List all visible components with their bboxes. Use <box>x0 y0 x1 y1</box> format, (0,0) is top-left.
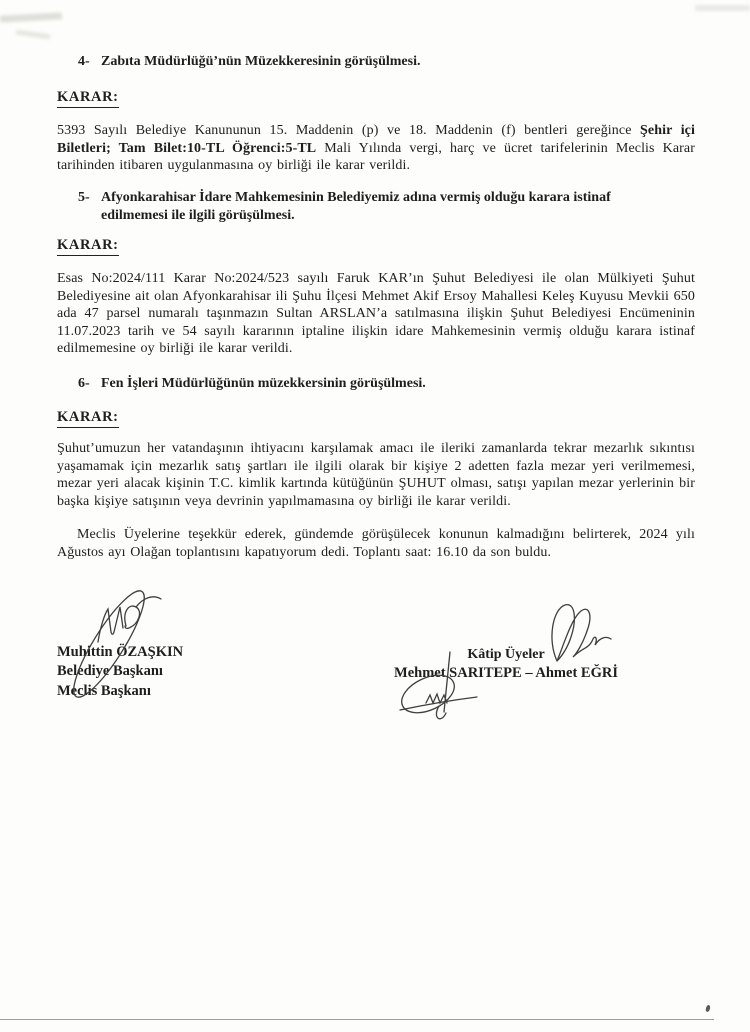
agenda-item-4-number: 4- <box>78 54 90 69</box>
agenda-item-6-heading <box>78 375 678 393</box>
scan-edge-line-bottom <box>0 1019 714 1020</box>
mayor-name: Muhittin ÖZAŞKIN <box>57 644 184 660</box>
agenda-item-5-heading <box>78 189 678 225</box>
decision-paragraph-1 <box>57 122 695 175</box>
mayor-title-1: Belediye Başkanı <box>57 663 163 680</box>
decision-paragraph-2: Esas No:2024/111 Karar No:2024/523 sayılı Faruk KAR’ın Şuhut Belediyesi ile olan Mülkiyeti Şuhut Belediyesine ait olan Afyonkarahisar ili Şuhu İlçesi Mehmet Akif Ersoy Mahallesi Keleş Kuyusu Mevkii 650 ada 47 parsel numaralı taşınmazın Sultan ARSLAN’a satılmasına ilişkin Şuhut Belediyesi Encümeninin 11.07.2023 tarih ve 54 sayılı kararının iptaline ilişkin idare Mahkemesinin vermiş olduğu karara istinaf edilmemesine oy birliği ile karar verildi. <box>57 271 695 357</box>
decision-1-text-bold: Şehir içi Biletleri; Tam Bilet:10-TL Öğrenci:5-TL <box>57 123 695 156</box>
clerk-signature-right <box>543 599 615 667</box>
scan-smudge-top-left <box>0 12 62 22</box>
decision-label-3: KARAR: <box>57 409 119 428</box>
closing-paragraph: Meclis Üyelerine teşekkür ederek, gündemde görüşülecek konunun kalmadığını belirterek, 2024 yılı Ağustos ayı Olağan toplantısını kapatıyorum dedi. Toplantı saat: 16.10 da son buldu. <box>57 527 695 560</box>
clerk-signature-left <box>398 650 480 725</box>
decision-1-text-prefix: 5393 Sayılı Belediye Kanununun 15. Maddenin (p) ve 18. Maddenin (f) bentleri gereğince <box>57 123 641 138</box>
decision-label-2: KARAR: <box>57 237 119 256</box>
clerk-members-names: Mehmet SARITEPE – Ahmet EĞRİ <box>394 665 618 681</box>
mayor-title-2: Meclis Başkanı <box>57 682 151 699</box>
scan-speck <box>705 1005 711 1013</box>
agenda-item-5-number: 5- <box>78 190 90 205</box>
agenda-item-5-title: Afyonkarahisar İdare Mahkemesinin Belediyemiz adına vermiş olduğu karara istinaf edilmemesi ile ilgili görüşülmesi. <box>101 190 611 223</box>
decision-paragraph-3: Şuhut’umuzun her vatandaşının ihtiyacını karşılamak amacı ile ileriki zamanlarda tekrar mezarlık sıkıntısı yaşamamak için mezarlık satış şartları ile ilgili olarak bir kişiye 2 adetten fazla mezar yeri verilmemesi, mezar yeri alacak kişinin T.C. kimlik kartında kütüğünün ŞUHUT olması, satışı yapılan mezar yerlerinin bir başka kişiye satışının veya devrinin yapılmamasına oy birliği ile karar verildi. <box>57 441 695 509</box>
clerk-members-role: Kâtip Üyeler <box>467 647 545 662</box>
decision-label-1: KARAR: <box>57 89 119 108</box>
agenda-item-6-title: Fen İşleri Müdürlüğünün müzekkersinin görüşülmesi. <box>101 376 426 391</box>
mayor-signature-scribble <box>64 582 174 707</box>
agenda-item-4-heading <box>78 53 678 71</box>
scan-smudge-top-right <box>695 5 750 11</box>
agenda-item-6-number: 6- <box>78 376 90 391</box>
decision-1-text-suffix: Mali Yılında vergi, harç ve ücret tarifelerinin Meclis Karar tarihinden itibaren uygulanmasına oy birliği ile karar verildi. <box>57 140 695 174</box>
scan-smudge-top-left-2 <box>16 30 50 40</box>
signature-block-right <box>346 646 666 682</box>
agenda-item-4-title: Zabıta Müdürlüğü’nün Müzekkeresinin görüşülmesi. <box>101 54 421 69</box>
